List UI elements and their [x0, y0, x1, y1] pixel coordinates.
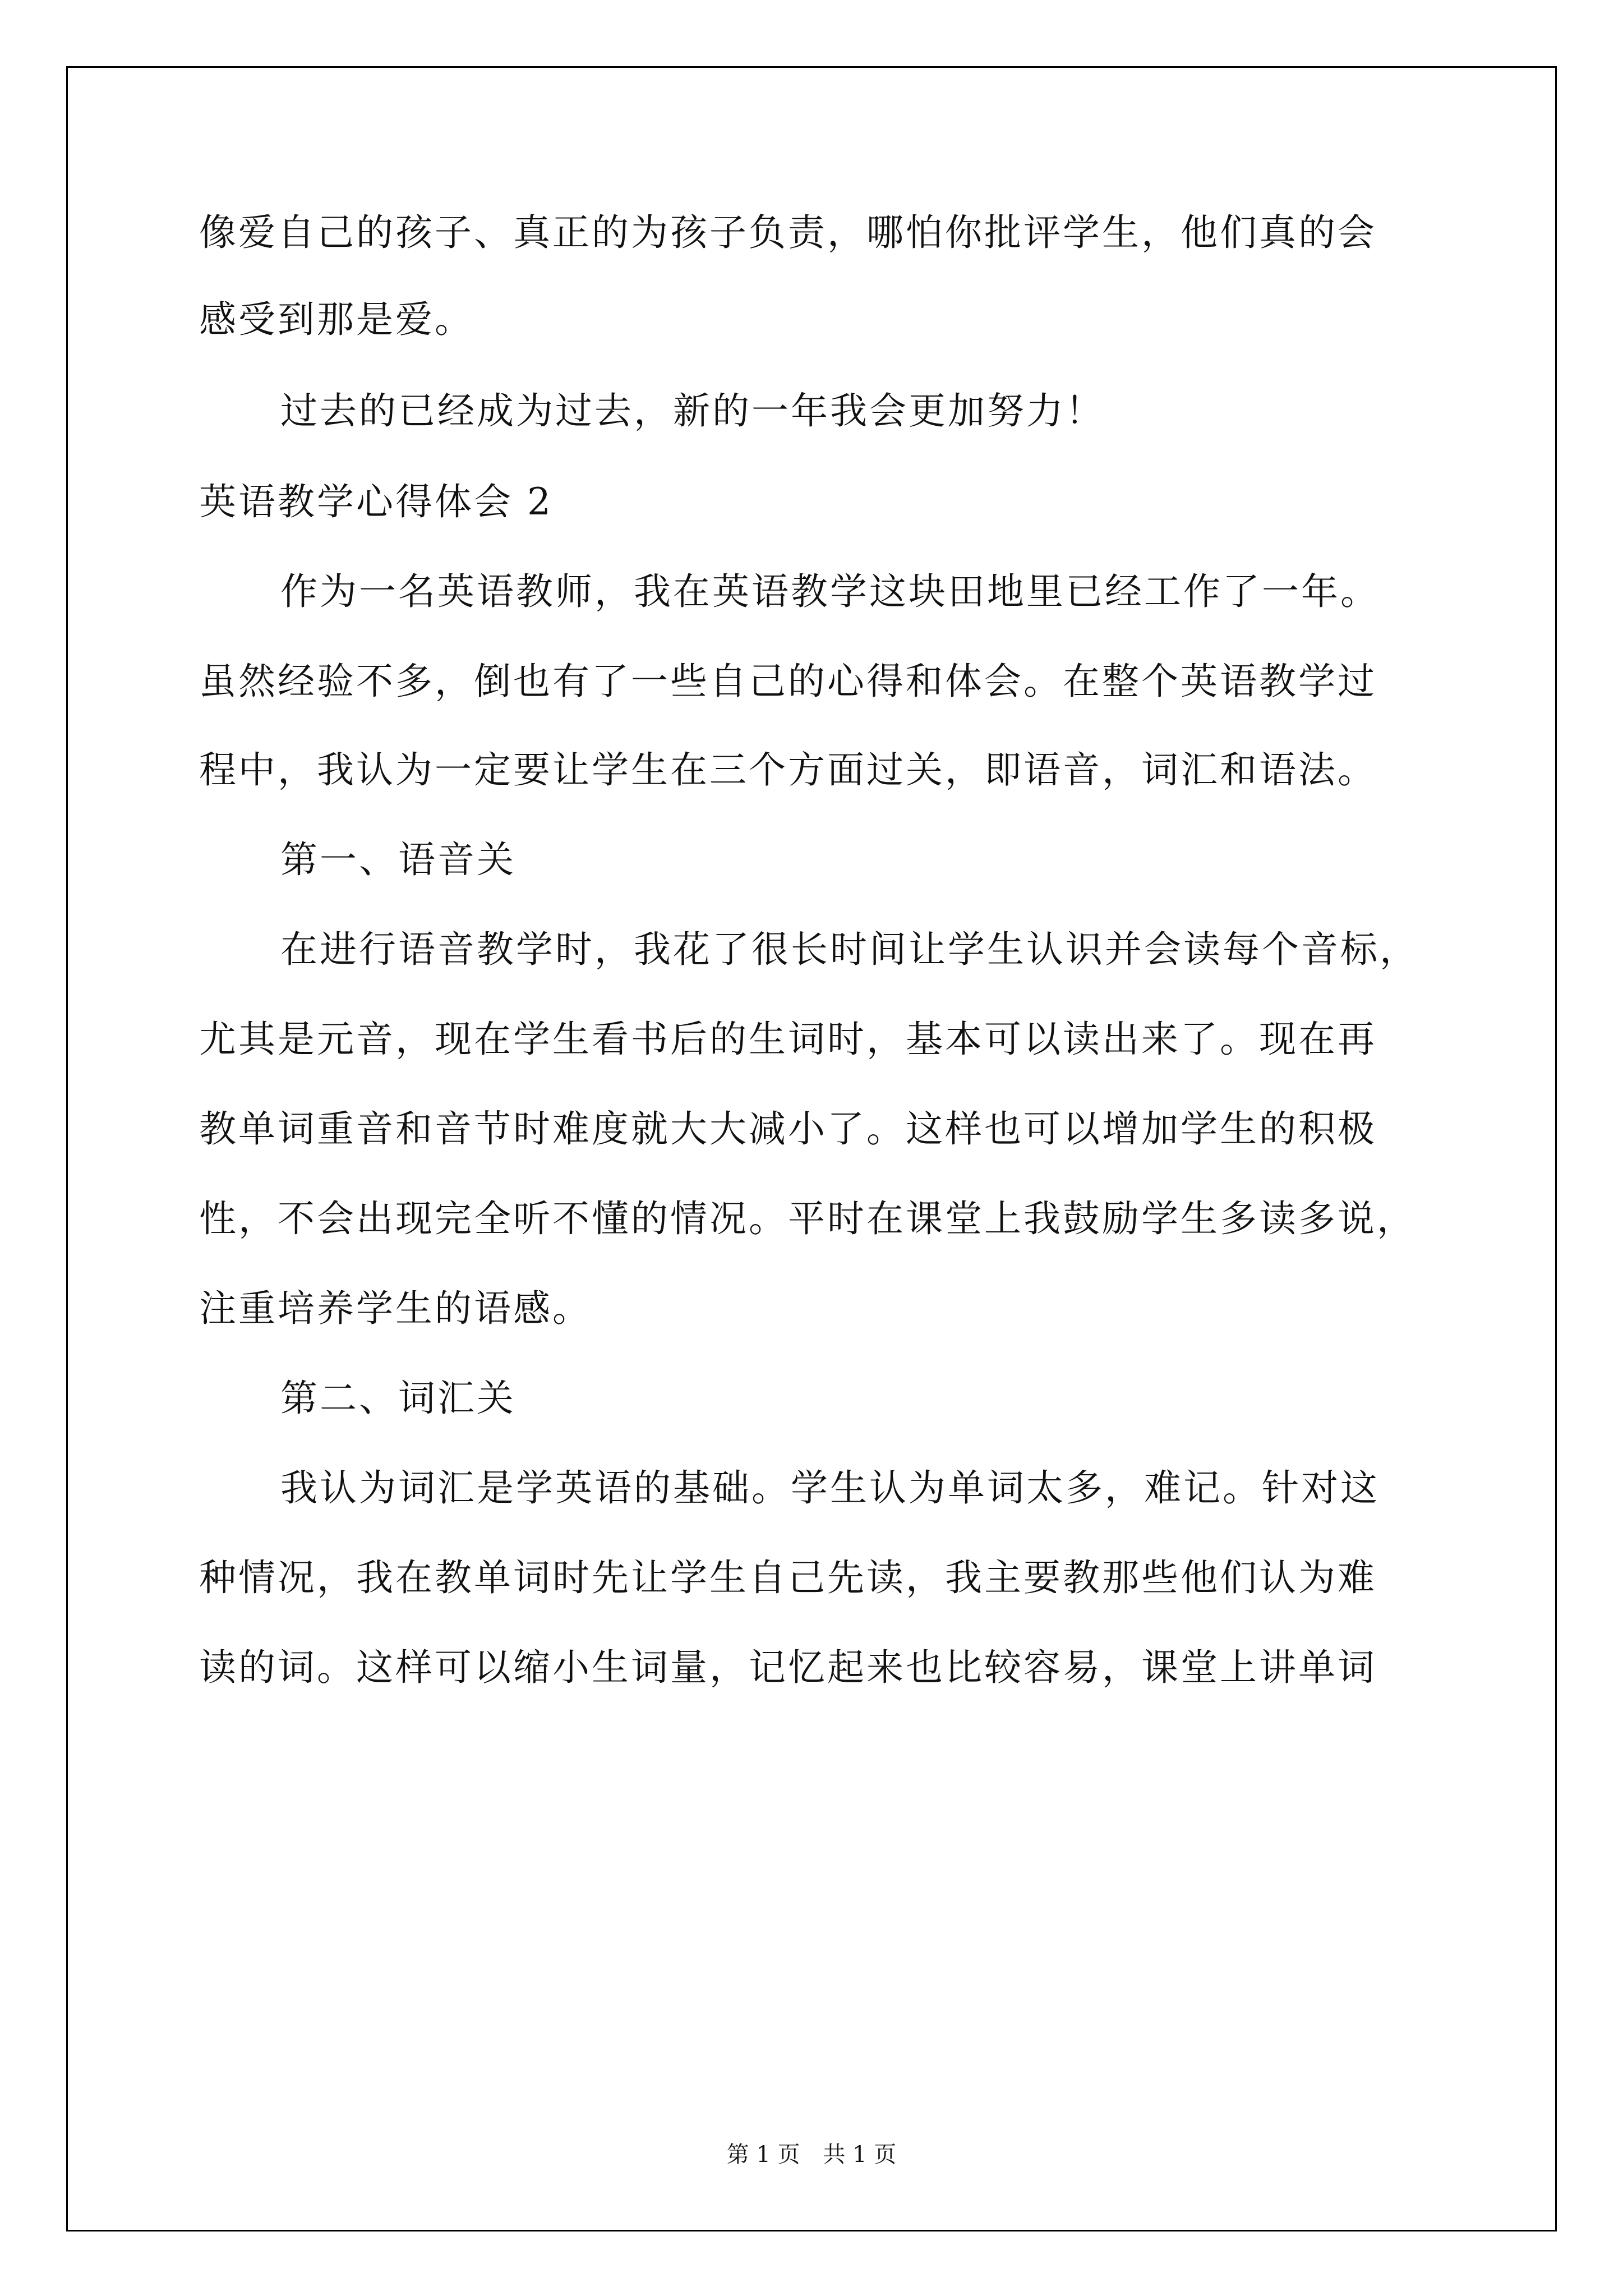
text-line: 注重培养学生的语感。 — [199, 1287, 592, 1330]
text-line: 作为一名英语教师，我在英语教学这块田地里已经工作了一年。 — [280, 570, 1380, 613]
page-total: 共 1 页 — [823, 2142, 897, 2168]
text-line: 在进行语音教学时，我花了很长时间让学生认识并会读每个音标， — [280, 928, 1419, 971]
text-line: 读的词。这样可以缩小生词量，记忆起来也比较容易，课堂上讲单词 — [199, 1646, 1377, 1689]
page-footer — [0, 2141, 1623, 2169]
text-line: 我认为词汇是学英语的基础。学生认为单词太多，难记。针对这 — [280, 1466, 1380, 1510]
page-number: 第 1 页 — [726, 2142, 800, 2168]
text-line: 性，不会出现完全听不懂的情况。平时在课堂上我鼓励学生多读多说， — [199, 1197, 1416, 1240]
text-line: 教单词重音和音节时难度就大大减小了。这样也可以增加学生的积极 — [199, 1107, 1377, 1151]
text-line: 感受到那是爱。 — [199, 298, 474, 341]
subheading: 第一、语音关 — [280, 838, 516, 881]
text-line: 种情况，我在教单词时先让学生自己先读，我主要教那些他们认为难 — [199, 1556, 1377, 1599]
text-line: 过去的已经成为过去，新的一年我会更加努力！ — [280, 389, 1105, 432]
subheading: 第二、词汇关 — [280, 1377, 516, 1420]
text-line: 尤其是元音，现在学生看书后的生词时，基本可以读出来了。现在再 — [199, 1018, 1377, 1061]
text-line: 像爱自己的孩子、真正的为孩子负责，哪怕你批评学生，他们真的会 — [199, 211, 1377, 254]
section-heading: 英语教学心得体会 2 — [199, 480, 553, 523]
text-line: 程中，我认为一定要让学生在三个方面过关，即语音，词汇和语法。 — [199, 748, 1377, 792]
text-line: 虽然经验不多，倒也有了一些自己的心得和体会。在整个英语教学过 — [199, 660, 1377, 703]
